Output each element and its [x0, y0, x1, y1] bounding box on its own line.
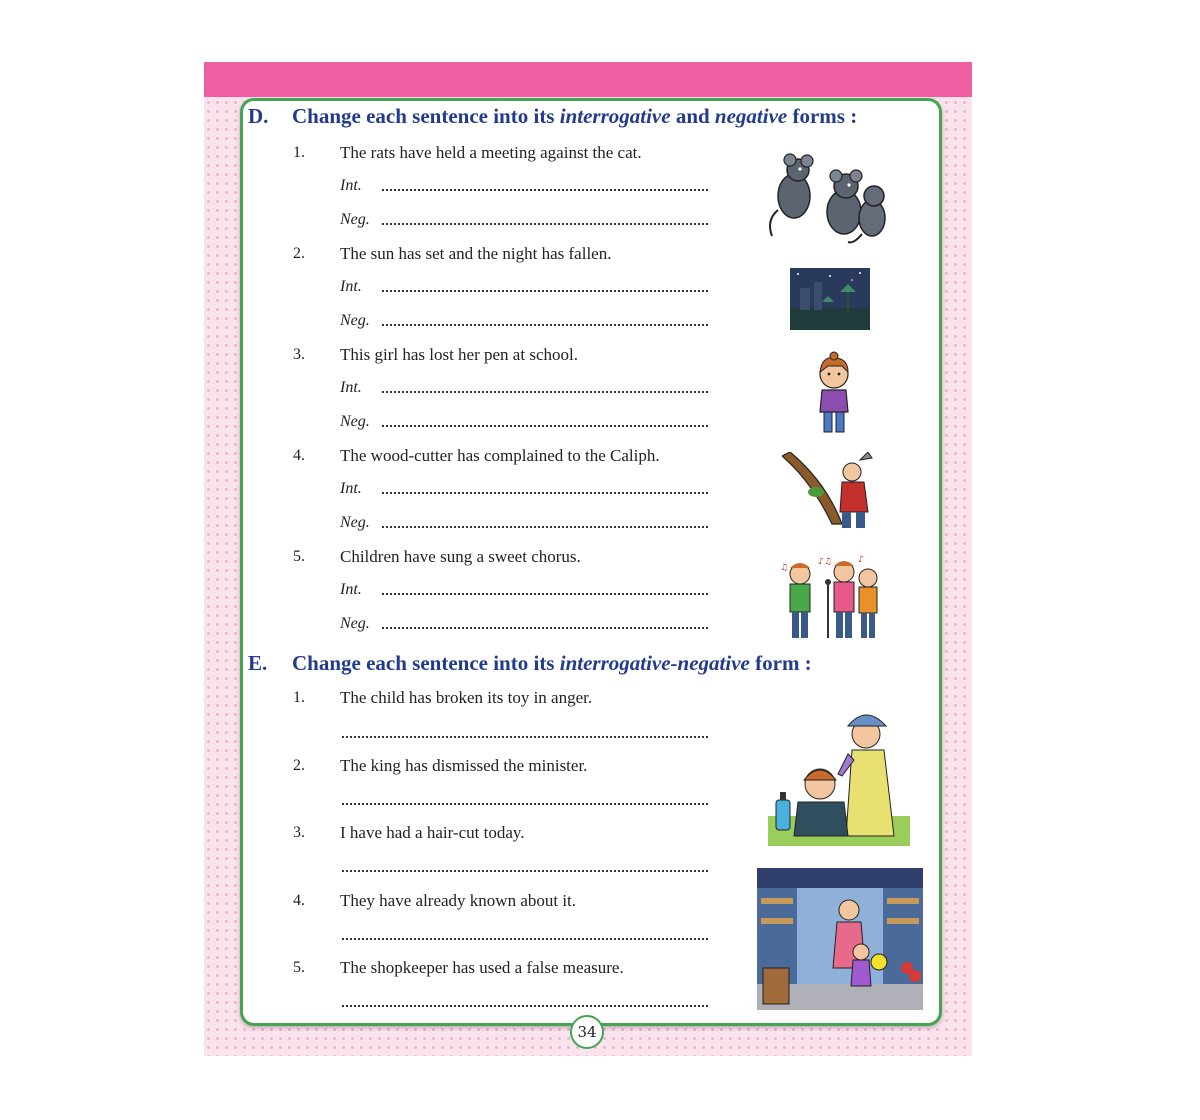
shop-illustration [757, 868, 923, 1010]
e-item-3-number: 3. [293, 824, 305, 841]
d-item-5-int-label: Int. [340, 581, 362, 598]
d-item-3-sentence: This girl has lost her pen at school. [340, 345, 578, 364]
section-e-letter: E. [248, 651, 268, 675]
d-item-2-neg-answer-line[interactable] [382, 324, 708, 326]
e-item-3-answer-line[interactable] [342, 870, 708, 872]
d-item-5-int-answer-line[interactable] [382, 593, 708, 595]
d-item-5-neg-answer-line[interactable] [382, 627, 708, 629]
e-item-1-sentence: The child has broken its toy in anger. [340, 688, 593, 707]
e-item-5-answer-line[interactable] [342, 1005, 708, 1007]
top-color-bar [204, 62, 972, 97]
d-item-2-number: 2. [293, 245, 305, 262]
night-scene-illustration [790, 268, 870, 330]
d-item-2-int-answer-line[interactable] [382, 290, 708, 292]
d-item-1-neg-answer-line[interactable] [382, 223, 708, 225]
d-item-1-int-label: Int. [340, 177, 362, 194]
wood-cutter-illustration [782, 452, 878, 530]
section-d-title: Change each sentence into its interrogative and negative forms : [292, 104, 858, 128]
rats-illustration [764, 150, 890, 246]
d-item-3-neg-answer-line[interactable] [382, 425, 708, 427]
section-d-letter: D. [248, 104, 269, 128]
hair-cut-illustration [768, 704, 910, 846]
d-item-4-neg-label: Neg. [340, 514, 370, 531]
d-item-5-sentence: Children have sung a sweet chorus. [340, 547, 581, 566]
e-item-3-sentence: I have had a hair-cut today. [340, 823, 525, 842]
d-item-3-int-answer-line[interactable] [382, 391, 708, 393]
d-item-2-neg-label: Neg. [340, 312, 370, 329]
e-item-4-answer-line[interactable] [342, 938, 708, 940]
page-number: 34 [570, 1015, 604, 1049]
d-item-4-number: 4. [293, 447, 305, 464]
d-item-4-int-answer-line[interactable] [382, 492, 708, 494]
d-item-4-sentence: The wood-cutter has complained to the Caliph. [340, 446, 660, 465]
e-item-5-sentence: The shopkeeper has used a false measure. [340, 958, 624, 977]
d-item-2-int-label: Int. [340, 278, 362, 295]
e-item-2-number: 2. [293, 757, 305, 774]
e-item-4-number: 4. [293, 892, 305, 909]
d-item-2-sentence: The sun has set and the night has fallen. [340, 244, 612, 263]
svg-text:♪♫: ♪♫ [818, 557, 832, 567]
d-item-3-neg-label: Neg. [340, 413, 370, 430]
d-item-1-neg-label: Neg. [340, 211, 370, 228]
children-singing-illustration [778, 554, 884, 642]
svg-text:♪: ♪ [858, 555, 864, 565]
d-item-4-neg-answer-line[interactable] [382, 526, 708, 528]
d-item-4-int-label: Int. [340, 480, 362, 497]
e-item-2-answer-line[interactable] [342, 803, 708, 805]
e-item-5-number: 5. [293, 959, 305, 976]
d-item-1-int-answer-line[interactable] [382, 189, 708, 191]
d-item-3-number: 3. [293, 346, 305, 363]
d-item-3-int-label: Int. [340, 379, 362, 396]
workbook-page [204, 62, 972, 1056]
e-item-4-sentence: They have already known about it. [340, 891, 577, 910]
d-item-5-neg-label: Neg. [340, 615, 370, 632]
girl-illustration [812, 350, 856, 438]
svg-text:♫: ♫ [780, 563, 789, 573]
e-item-1-number: 1. [293, 689, 305, 706]
e-item-2-sentence: The king has dismissed the minister. [340, 756, 588, 775]
section-e-title: Change each sentence into its interrogative-negative form : [292, 651, 812, 675]
e-item-1-answer-line[interactable] [342, 736, 708, 738]
d-item-1-number: 1. [293, 144, 305, 161]
d-item-1-sentence: The rats have held a meeting against the cat. [340, 143, 642, 162]
d-item-5-number: 5. [293, 548, 305, 565]
